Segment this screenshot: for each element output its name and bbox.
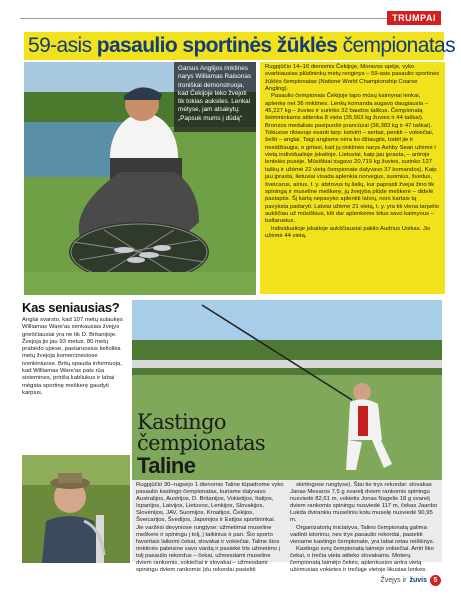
sidebar-title: Kas seniausias? [22, 300, 120, 315]
kastingo-title [137, 412, 265, 478]
top-rule [20, 18, 403, 19]
headline-part2: pasaulio sportinės žūklės [96, 34, 338, 57]
headline-part3: čempionatas [337, 34, 456, 57]
page-number: 5 [430, 575, 441, 586]
kastingo-title-line2: čempionatas [137, 431, 266, 455]
kastingo-paragraph: Rugpjūčio 30–rugsėjo 1 dienomis Taline tūpadrome vyko pasaulio kastingo čempionatas, kuriame dalyvavo Australijos, Austrijos, D. Britanijos, Vokietijos, Italijos, Ispanijos, Latvijos, Lietuvos, Lenkijos, Slovakijos, Slovėnijos, JAV, Suomijos, Kroatijos, Čekijos, Šveicarijos, Švedijos, Japonijos ir Estijos sportininkai. Jie varžėsi devyniose rungtyse: užmetimai museline meškere ir spiningu į tolį, į taikinius ir pan. Šio sporto favoritais laikomi čekai, slovakai ir vokiečiai. Taline šios rinktinės pateisine savo vardą ir pasiekė tris užmetimo į tolį pasaulio rekordus – čekai, užmesdami museline dviem rankomis, vokiečiai ir slovakai – užmesdami spiningu dviem rankomis (du rekordai pasiekti [136, 482, 284, 574]
main-paragraph: Rugpjūčio 14–16 dienomis Čekijoje, Moravos upėje, vyko svarbiausias plūdininkų metų renginys – 59-asis pasaulio sportinės žūklės čempionatas (Nationė World Championship Coarse Angling). [265, 64, 440, 93]
photo-caption: Garsus Anglijos rinktinės narys Williamas Raisonas Ironiškai demonstruoja, kad Čekijoje teko žvejoti tik tokias auksiles. Lenkai mėtyse, jam atsakytų: „Papsuk mums į dūdą“ [174, 62, 256, 132]
headline [24, 32, 456, 60]
kastingo-column-1 [136, 482, 284, 574]
kastingo-title-line1: Kastingo [137, 410, 226, 434]
main-paragraph: Individualioje įskaitoje aukščiausiai pakilo Audrius Uoikas. Jis užėmė 44 vietą. [265, 225, 431, 239]
kastingo-paragraph: Organizatorių iniciatyva, Talino čempionatą galima vadinti istoriniu, nes trys pasaulio rekordai, pasiekti viename kastingo čempionate, yra labai retas reiškinys. [290, 524, 435, 545]
kastingo-title-line3: Taline [137, 453, 196, 478]
kastingo-paragraph: skirtingose rungtyse). Štai tie trys rekordai: slovakas Janas Mesaros 7,5 g svarelį dviem rankomis spiningu nusviedė 82,61 m, vokietis Jonas Nagelis 18 g svarelį dviem rankomis spiningu nusviedė 117 m, čekas Jaanbo Lukda dvirankiu museliniu kotu muselę nusviedė 90,95 m. [290, 482, 438, 524]
top-bar [0, 10, 461, 26]
sidebar-oldest [22, 300, 129, 397]
old-man-photo [22, 455, 130, 563]
old-man-illustration [22, 455, 130, 563]
footer-brand: žuvis [409, 576, 427, 584]
main-article [260, 62, 445, 294]
section-tab: TRUMPAI [387, 11, 441, 25]
footer-text: Žvejys ir [380, 576, 407, 584]
main-paragraph: Pasaulio čempionais Čekijoje tapo mūsų kaimynai lenkai, aplenkę net 36 rinktines. Lenkų komanda sugavo daugiausia – 45,227 kg – žuvies ir surinko 32 baudos taškus. Čempionatą šeimininkams atitenka 8 vieta (35,563 kg žuvies ir 44 taškai). Bronzos medaliais pasipuošė prancūzai (36,383 kg ir 47 taškai). Tokiuose rikiavoje esanti tarp: ketvirti – serbai, penkti – vokiečiai, šešti – anglai. Taigi anglams nėra ko džiaugtis, todėl jie ir nesidžiaugia, o girtasi, kad jų rinktinės narys Ashby Sean užėmė I vietą individualioje įskaitoje. Lietuviai, kaip jau įprasta, – antroje lentelės pusėje. Mūsiškiai sugavo 20,719 kg žuvies, surinko 127 taškų ir užėmė 22 vietą čempionate dalyvavo 37 komandos). Kaip jau įprasta, lietuviai visada aplenkia norvegus, suomius, švedus, šveicarus, airius, t. y. atstovus tų šalių, kur paprasti žvejai žino tik spiningą ir museline meškerę, jų žvejyba plūde meškerė – didelė pastaptis. Šį kartą nepavyko aplenkti latvių, nors kartais tą pavyksta padaryti. Latviai užėmė 21 vietą, t. y. yra tik viena tarpelio aukščiau už mūsiškius, kiti dar aplenkėme kitus savo kaimynus – baltarusius. [265, 93, 440, 225]
headline-part1: 59-asis [28, 34, 97, 57]
kastingo-paragraph: Kastingo svrų čempionatą laimėjo vokiečiai. Antri liko čekai, o trečia vieta atiteko slovakams. Moterų čempionatą laimėjo čekės, aplenkusios antra vietą užėmusias vokietes ir trečiąje vietoje likusias lenkes. [290, 545, 434, 574]
kastingo-article [132, 480, 442, 574]
kastingo-column-2 [290, 482, 438, 574]
page-footer [380, 574, 441, 586]
sidebar-body: Anglai svarsto, kad 107 metų sulaukęs Williamas Ware'as senkausias žvejys grieščiausiai yra ne tik D. Britanijoje. Žvejoja jis jau 93 metus. 80 metų prabėdo upėse, pastaruosius keliolika metų žvejoja komercinėsiose tvenkiniuose. Britų spauda informuoja, kad Williamas Ware'as pats rūa sistemines, pririša kabliukus ir labai mėgsta sportinę meškerę gaudyti karpius. [22, 317, 123, 396]
